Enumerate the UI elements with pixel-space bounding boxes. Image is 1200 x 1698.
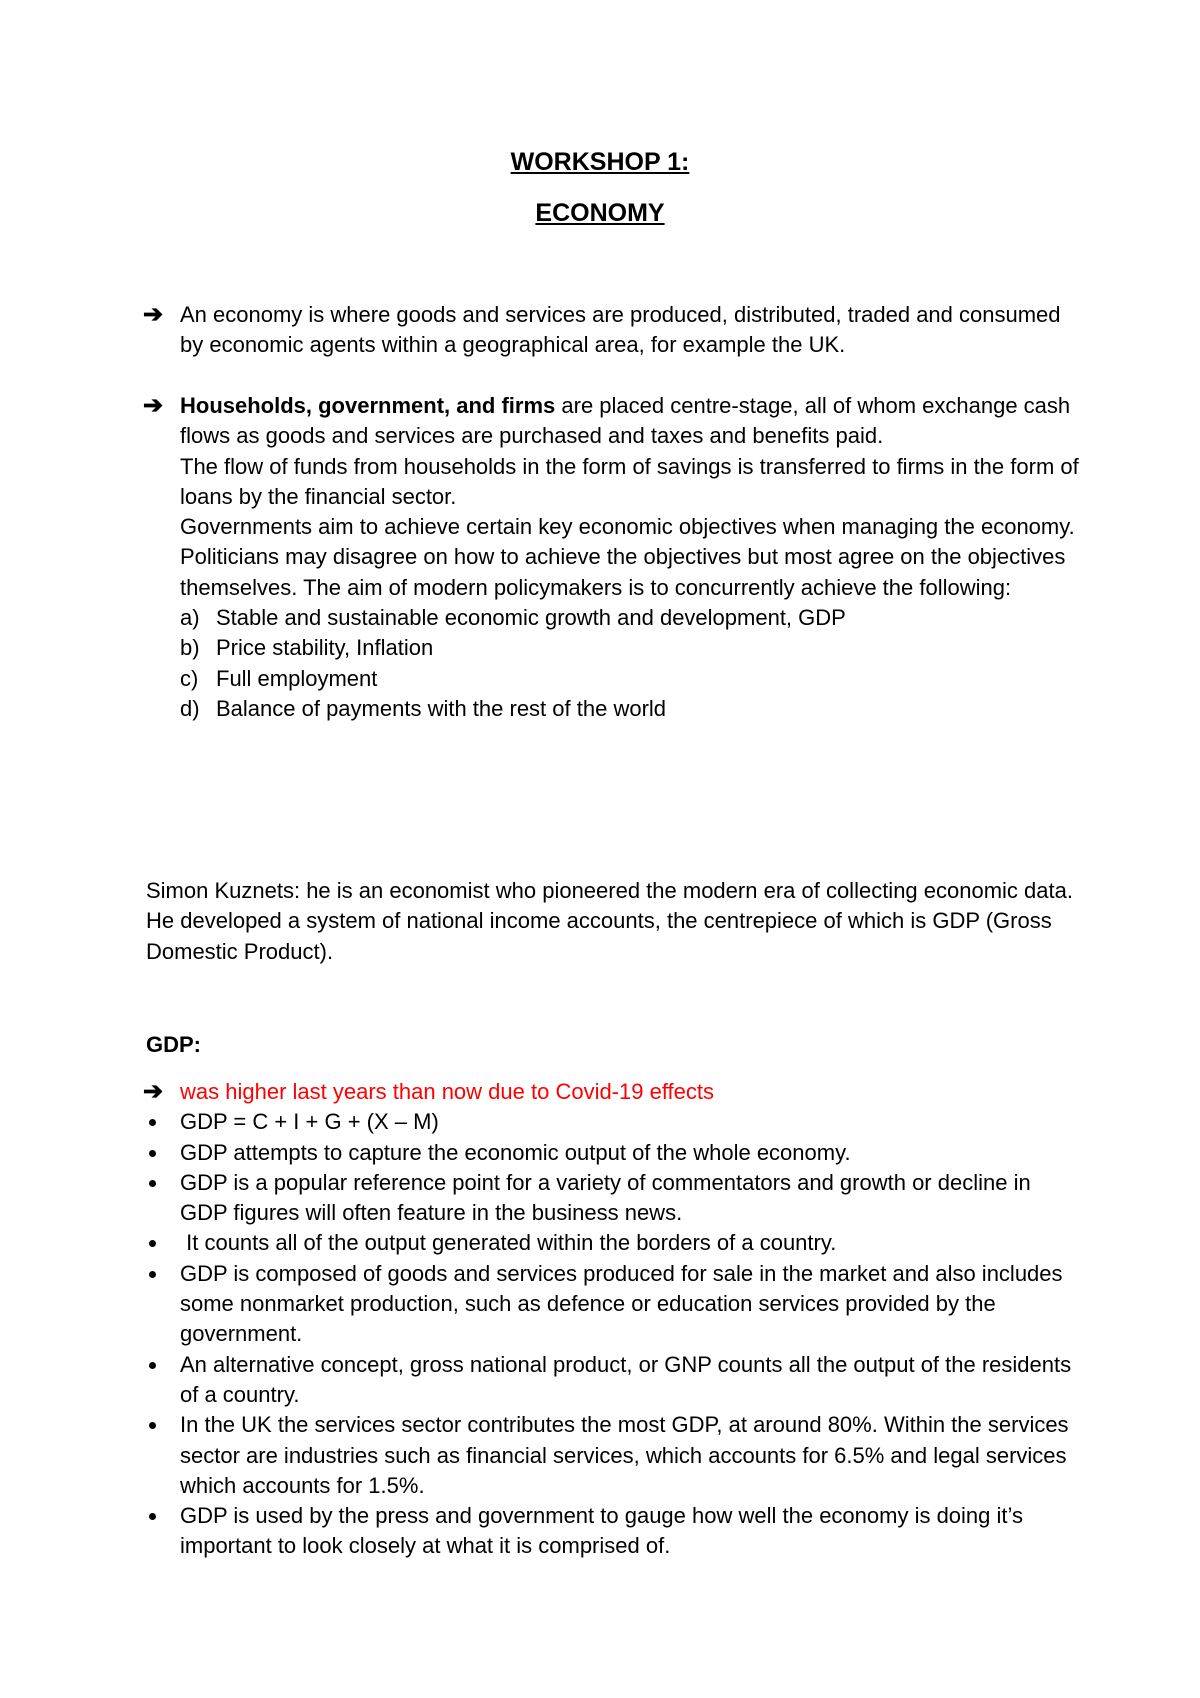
politicians-paragraph: Politicians may disagree on how to achieve the objectives but most agree on the objectives themselves. The aim of modern policymakers is to concurrently achieve the following: bbox=[180, 544, 1066, 600]
intro-item-economy bbox=[143, 300, 1080, 361]
objective-text: Balance of payments with the rest of the world bbox=[216, 695, 667, 721]
objective-label: b) bbox=[180, 635, 200, 661]
gdp-bullet-text: In the UK the services sector contributes the most GDP, at around 80%. Within the services sector are industries such as financial services, which accounts for 6.5% and legal services which accounts for 1.5%. bbox=[180, 1412, 1069, 1498]
right-arrow-icon: ➔ bbox=[143, 301, 164, 328]
governments-paragraph: Governments aim to achieve certain key economic objectives when managing the economy. bbox=[180, 514, 1075, 540]
gdp-bullet-text: GDP is composed of goods and services produced for sale in the market and also includes some nonmarket production, such as defence or education services provided by the government. bbox=[180, 1260, 1063, 1347]
kuznets-paragraph: Simon Kuznets: he is an economist who pioneered the modern era of collecting economic data. He developed a system of national income accounts, the centrepiece of which is GDP (Gross Domestic Product). bbox=[146, 878, 1073, 964]
households-bold-text: Households, government, and firms bbox=[180, 393, 556, 418]
objective-label: a) bbox=[180, 605, 200, 631]
gdp-bullet-text: GDP is used by the press and government to gauge how well the economy is doing it’s important to look closely at what it is comprised of. bbox=[180, 1503, 1024, 1559]
gdp-bullet bbox=[180, 1410, 1080, 1501]
gdp-bullet-text: An alternative concept, gross national product, or GNP counts all the output of the residents of a country. bbox=[180, 1351, 1072, 1407]
objective-label: d) bbox=[180, 695, 200, 721]
gdp-bullet-text: GDP attempts to capture the economic output of the whole economy. bbox=[180, 1139, 851, 1165]
households-paragraph bbox=[180, 391, 1080, 452]
gdp-bullet bbox=[180, 1168, 1080, 1229]
gdp-bullet bbox=[180, 1350, 1080, 1411]
title-economy: ECONOMY bbox=[535, 199, 665, 227]
right-arrow-icon: ➔ bbox=[143, 392, 164, 419]
bullet-dot-icon bbox=[149, 1513, 156, 1520]
objective-d bbox=[180, 694, 1080, 724]
objective-label: c) bbox=[180, 665, 199, 691]
objective-text: Stable and sustainable economic growth and development, GDP bbox=[216, 605, 846, 631]
intro-item-text: An economy is where goods and services are produced, distributed, traded and consumed by economic agents within a geographical area, for example the UK. bbox=[180, 302, 1061, 358]
objective-a bbox=[180, 603, 1080, 633]
covid-note-text: was higher last years than now due to Covid-19 effects bbox=[180, 1079, 715, 1104]
flow-of-funds-paragraph: The flow of funds from households in the form of savings is transferred to firms in the form of loans by the financial sector. bbox=[180, 453, 1079, 509]
bullet-dot-icon bbox=[149, 1150, 156, 1157]
gdp-bullet bbox=[180, 1259, 1080, 1350]
gdp-heading: GDP: bbox=[146, 1032, 201, 1057]
bullet-dot-icon bbox=[149, 1271, 156, 1278]
objective-text: Price stability, Inflation bbox=[216, 635, 434, 661]
gdp-bullet-text: It counts all of the output generated within the borders of a country. bbox=[180, 1230, 837, 1256]
gdp-bullet-text: GDP = C + I + G + (X – M) bbox=[180, 1109, 439, 1135]
gdp-arrow-item bbox=[143, 1077, 1080, 1107]
gdp-bullet bbox=[180, 1228, 1080, 1258]
gdp-bullet bbox=[180, 1138, 1080, 1168]
title-workshop: WORKSHOP 1: bbox=[510, 148, 690, 176]
gdp-bullet-text: GDP is a popular reference point for a variety of commentators and growth or decline in GDP figures will often feature in the business news. bbox=[180, 1169, 1031, 1226]
bullet-dot-icon bbox=[149, 1422, 156, 1429]
households-text: are placed centre-stage, all of whom exchange cash flows as goods and services are purchased and taxes and benefits paid. bbox=[180, 393, 1071, 449]
objective-c bbox=[180, 664, 1080, 694]
bullet-dot-icon bbox=[149, 1119, 156, 1126]
gdp-bullet bbox=[180, 1107, 1080, 1137]
right-arrow-icon: ➔ bbox=[143, 1078, 164, 1105]
objective-text: Full employment bbox=[216, 665, 378, 691]
gdp-bullet bbox=[180, 1501, 1080, 1562]
intro-item-households bbox=[143, 391, 1080, 724]
objective-b bbox=[180, 633, 1080, 663]
bullet-dot-icon bbox=[149, 1362, 156, 1369]
bullet-dot-icon bbox=[149, 1240, 156, 1247]
gdp-list bbox=[143, 1077, 1080, 1562]
bullet-dot-icon bbox=[149, 1180, 156, 1187]
